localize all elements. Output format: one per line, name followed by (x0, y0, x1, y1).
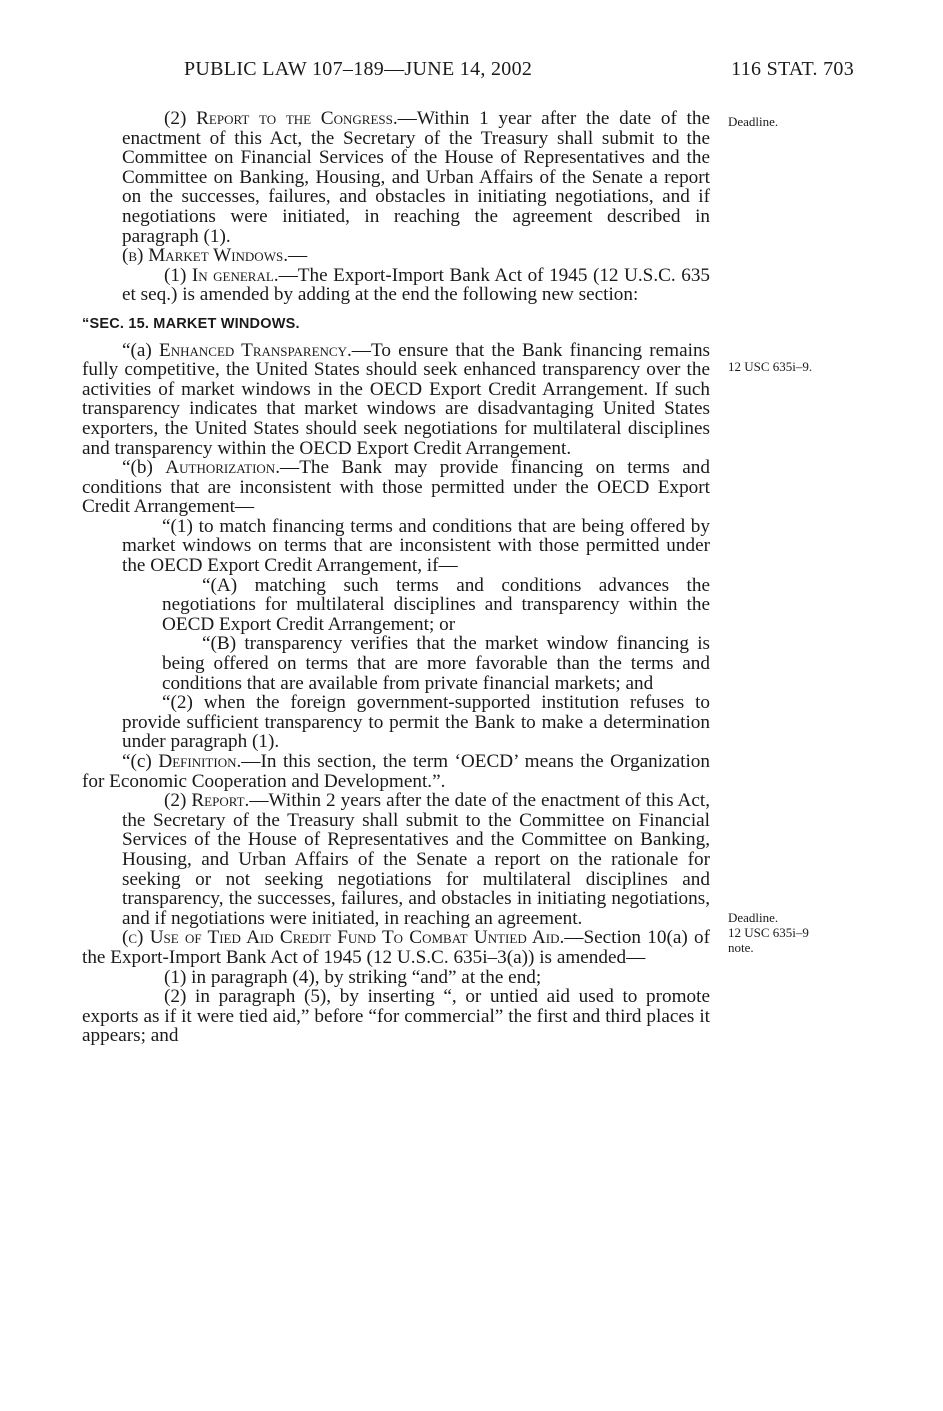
paragraph-report-to-congress (82, 109, 710, 246)
caption: Enhanced Transparency. (159, 339, 352, 361)
prefix: “(c) (122, 751, 159, 772)
prefix: “(a) (122, 339, 159, 361)
text: —Section 10(a) of the Export-Import Bank Act of 1945 (12 U.S.C. 635i–3(a)) is amended— (82, 927, 710, 968)
paragraph-definition (82, 752, 710, 791)
margin-note-deadline-2 (728, 910, 809, 955)
paragraph-in-general (82, 266, 710, 305)
paragraph-bB: “(B) transparency verifies that the market window financing is being offered on terms that are more favorable than the terms and conditions that are available from private financial markets; and (162, 633, 710, 694)
caption: Definition. (158, 751, 242, 772)
text: — (288, 245, 308, 267)
margin-note-line: note. (728, 940, 754, 955)
paragraph-report (82, 791, 710, 928)
header-title: PUBLIC LAW 107–189—JUNE 14, 2002 (184, 58, 533, 80)
text: —In this section, the term ‘OECD’ means the Organization for Economic Cooperation and Development.”. (82, 751, 710, 792)
running-header (184, 58, 854, 88)
text: —The Export-Import Bank Act of 1945 (12 U.S.C. 635 et seq.) is amended by adding at the end the following new section: (122, 264, 711, 306)
paragraph-tied-aid (82, 928, 710, 967)
margin-note-line: 12 USC 635i–9 (728, 925, 809, 940)
paragraph-bA: “(A) matching such terms and conditions advances the negotiations for multilateral disciplines and transparency within the OECD Export Credit Arrangement; or (162, 574, 710, 635)
paragraph-b1: “(1) to match financing terms and conditions that are being offered by market windows on terms that are inconsistent with those permitted under the OECD Export Credit Arrangement, if— (122, 515, 710, 577)
caption: (2) Report to the Congress. (164, 108, 398, 129)
paragraph-authorization (82, 458, 710, 517)
paragraph-tied-aid-2: (2) in paragraph (5), by inserting “, or untied aid used to promote exports as if it were tied aid,” before “for commercial” the first and third places it appears; and (82, 986, 710, 1047)
caption: (c) Use of Tied Aid Credit Fund To Combat Untied Aid. (122, 927, 565, 949)
text: —The Bank may provide financing on terms and conditions that are inconsistent with those permitted under the OECD Export Credit Arrangement— (82, 457, 710, 518)
caption: Authorization. (165, 457, 280, 479)
text: —Within 2 years after the date of the enactment of this Act, the Secretary of the Treasury shall submit to the Committee on Financial Services of the House of Representatives and the Committee on Banking, Housing, and Urban Affairs of the Senate a report on the rationale for seeking or not seeking negotiations for multilateral disciplines and transparency, the successes, failures, and obstacles in initiating negotiations, and if negotiations were initiated, in reaching an agreement. (122, 790, 710, 929)
body-text (82, 109, 710, 1046)
text: —To ensure that the Bank financing remains fully competitive, the United States should seek enhanced transparency over the activities of market windows in the OECD Export Credit Arrangement. If such transparency indicates that market windows are disadvantaging United States exporters, the United States should seek negotiations for multilateral disciplines and transparency within the OECD Export Credit Arrangement. (82, 339, 711, 459)
paragraph-enhanced-transparency (82, 341, 710, 459)
margin-note-usc: 12 USC 635i–9. (728, 359, 813, 374)
text: —Within 1 year after the date of the enactment of this Act, the Secretary of the Treasury shall submit to the Committee on Financial Services of the House of Representatives and the Committee on Banking, Housing, and Urban Affairs of the Senate a report on the successes, failures, and obstacles in initiating negotiations, and if negotiations were initiated, in reaching the agreement described in paragraph (1). (122, 108, 710, 247)
section-heading: “SEC. 15. MARKET WINDOWS. (82, 315, 300, 332)
paragraph-tied-aid-1: (1) in paragraph (4), by striking “and” at the end; (164, 966, 542, 988)
prefix: “(b) (122, 457, 166, 479)
header-stat-page: 116 STAT. 703 (731, 58, 854, 80)
margin-note-line: Deadline. (728, 910, 779, 925)
caption: (1) In general. (164, 264, 279, 286)
caption: (2) Report. (164, 790, 250, 812)
paragraph-market-windows (82, 246, 710, 266)
caption: (b) Market Windows. (122, 245, 288, 267)
margin-note-deadline: Deadline. (728, 114, 779, 129)
paragraph-b2: “(2) when the foreign government-supported institution refuses to provide sufficient transparency to permit the Bank to make a determination under paragraph (1). (122, 692, 710, 753)
